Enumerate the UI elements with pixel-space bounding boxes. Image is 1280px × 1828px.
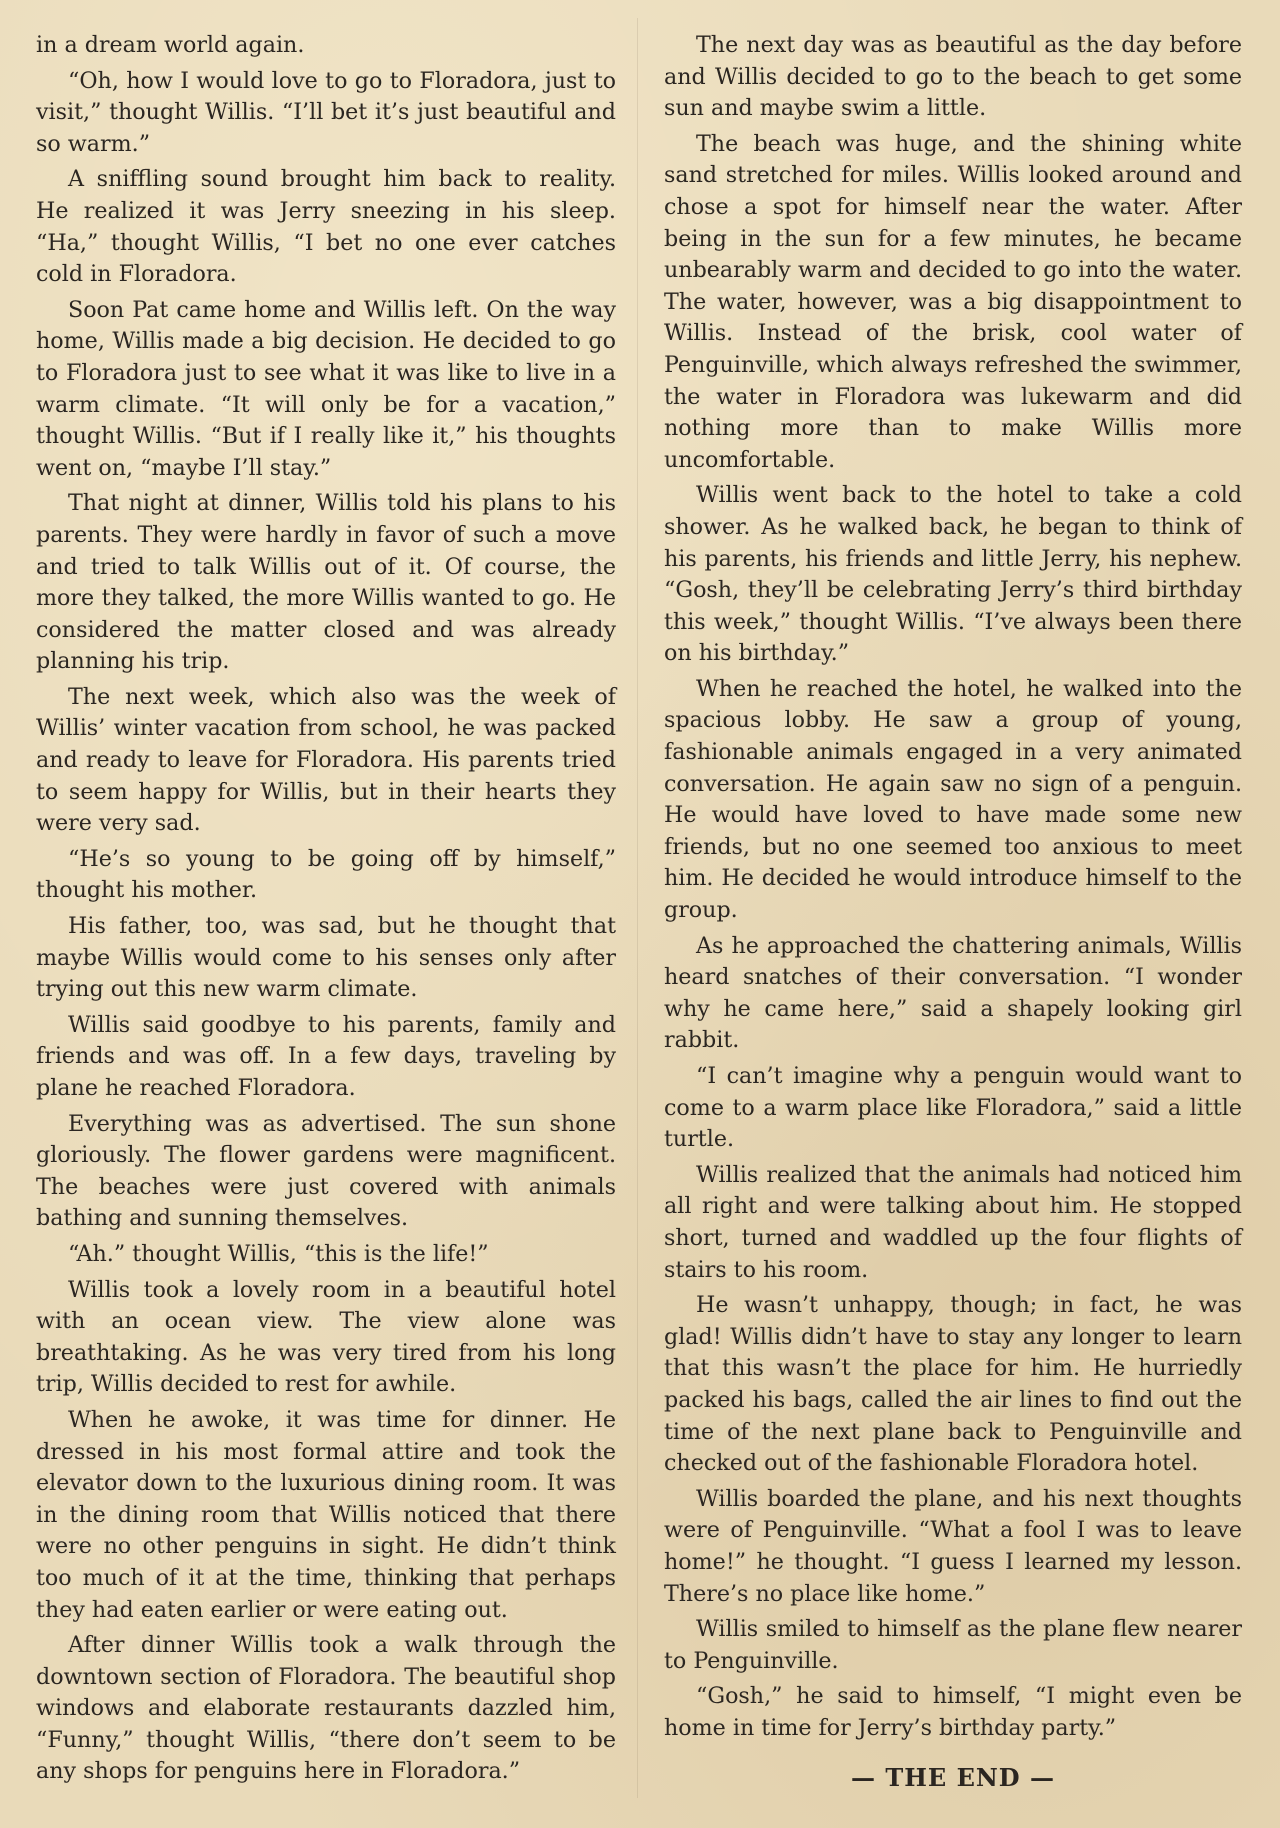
column-divider	[637, 18, 638, 1798]
paragraph: As he approached the chattering animals, Willis heard snatches of their conversation. “I wonder why he came here,” said a shapely looking girl rabbit.	[664, 932, 1242, 1054]
paragraph: Everything was as advertised. The sun shone gloriously. The flower gardens were magnificent. The beaches were just covered with animals bathing and sunning themselves.	[36, 1110, 616, 1232]
right-text-column	[664, 30, 1242, 1748]
paragraph: That night at dinner, Willis told his plans to his parents. They were hardly in favor of such a move and tried to talk Willis out of it. Of course, the more they talked, the more Willis wanted to go. He considered the matter closed and was already planning his trip.	[36, 490, 616, 675]
paragraph: When he awoke, it was time for dinner. He dressed in his most formal attire and took the elevator down to the luxurious dining room. It was in the dining room that Willis noticed that there were no other penguins in sight. He didn’t think too much of it at the time, thinking that perhaps they had eaten earlier or were eating out.	[36, 1406, 616, 1623]
paragraph: Willis realized that the animals had noticed him all right and were talking about him. He stopped short, turned and waddled up the four flights of stairs to his room.	[664, 1161, 1242, 1283]
paragraph: “Gosh,” he said to himself, “I might even be home in time for Jerry’s birthday party.”	[664, 1683, 1242, 1741]
paragraph: Willis boarded the plane, and his next thoughts were of Penguinville. “What a fool I was to leave home!” he thought. “I guess I learned my lesson. There’s no place like home.”	[664, 1485, 1242, 1607]
paragraph: “Oh, how I would love to go to Floradora, just to visit,” thought Willis. “I’ll bet it’s just beautiful and so warm.”	[36, 67, 616, 157]
paragraph: in a dream world again.	[36, 32, 305, 58]
the-end-label: — THE END —	[851, 1763, 1055, 1792]
paragraph: “I can’t imagine why a penguin would want to come to a warm place like Floradora,” said a little turtle.	[664, 1063, 1242, 1153]
paragraph: Willis went back to the hotel to take a cold shower. As he walked back, he began to think of his parents, his friends and little Jerry, his nephew. “Gosh, they’ll be celebrating Jerry’s third birthday this week,” thought Willis. “I’ve always been there on his birthday.”	[664, 482, 1242, 667]
paragraph: After dinner Willis took a walk through the downtown section of Floradora. The beautiful shop windows and elaborate restaurants dazzled him, “Funny,” thought Willis, “there don’t seem to be any shops for penguins here in Floradora.”	[36, 1632, 616, 1785]
paragraph: The beach was huge, and the shining white sand stretched for miles. Willis looked around and chose a spot for himself near the water. After being in the sun for a few minutes, he became unbearably warm and decided to go into the water. The water, however, was a big disappointment to Willis. Instead of the brisk, cool water of Penguinville, which always refreshed the swimmer, the water in Floradora was lukewarm and did nothing more than to make Willis more uncomfortable.	[664, 130, 1242, 473]
paragraph: His father, too, was sad, but he thought that maybe Willis would come to his senses only after trying out this new warm climate.	[36, 913, 616, 1003]
left-text-column	[36, 30, 616, 1792]
paragraph: The next day was as beautiful as the day before and Willis decided to go to the beach to get some sun and maybe swim a little.	[664, 32, 1242, 122]
paragraph: Willis took a lovely room in a beautiful hotel with an ocean view. The view alone was breathtaking. As he was very tired from his long trip, Willis decided to rest for awhile.	[36, 1276, 616, 1398]
paragraph: A sniffling sound brought him back to reality. He realized it was Jerry sneezing in his sleep. “Ha,” thought Willis, “I bet no one ever catches cold in Floradora.	[36, 166, 616, 288]
paragraph: “Ah.” thought Willis, “this is the life!”	[68, 1240, 489, 1267]
paragraph: He wasn’t unhappy, though; in fact, he was glad! Willis didn’t have to stay any longer to learn that this wasn’t the place for him. He hurriedly packed his bags, called the air lines to find out the time of the next plane back to Penguinville and checked out of the fashionable Floradora hotel.	[664, 1292, 1242, 1477]
paragraph: “He’s so young to be going off by himself,” thought his mother.	[36, 845, 616, 904]
paragraph: The next week, which also was the week of Willis’ winter vacation from school, he was packed and ready to leave for Floradora. His parents tried to seem happy for Willis, but in their hearts they were very sad.	[36, 683, 616, 837]
paragraph: When he reached the hotel, he walked into the spacious lobby. He saw a group of young, fashionable animals engaged in a very animated conversation. He again saw no sign of a penguin. He would have loved to have made some new friends, but no one seemed too anxious to meet him. He decided he would introduce himself to the group.	[664, 675, 1242, 924]
paragraph: Willis said goodbye to his parents, family and friends and was off. In a few days, traveling by plane he reached Floradora.	[36, 1011, 616, 1101]
paragraph: Soon Pat came home and Willis left. On the way home, Willis made a big decision. He decided to go to Floradora just to see what it was like to live in a warm climate. “It will only be for a vacation,” thought Willis. “But if I really like it,” his thoughts went on, “maybe I’ll stay.”	[36, 296, 616, 481]
paragraph: Willis smiled to himself as the plane flew nearer to Penguinville.	[664, 1616, 1242, 1674]
